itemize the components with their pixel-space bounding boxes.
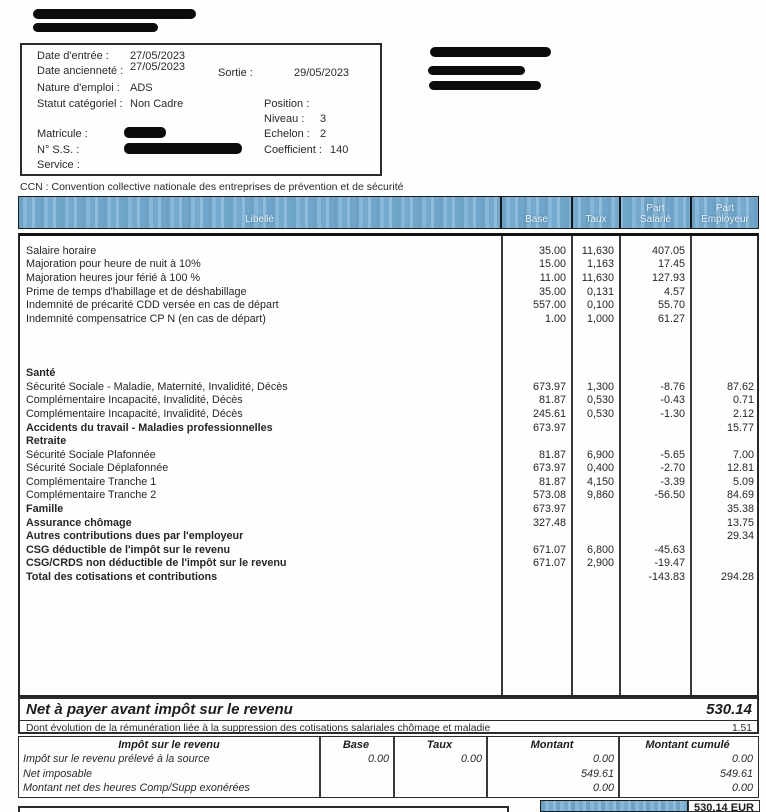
- net-evolution-value: 1.51: [731, 723, 752, 734]
- net-pay-value: 530.14: [706, 701, 752, 718]
- net-pay-label: Net à payer avant impôt sur le revenu: [26, 701, 293, 718]
- row-part-salarie: 61.27: [657, 312, 685, 325]
- footer-net-paye-band: [540, 800, 688, 812]
- row-part-salarie: -56.50: [654, 489, 685, 502]
- tax-row-montant: 0.00: [592, 753, 614, 766]
- tax-header-label: Impôt sur le revenu: [118, 738, 220, 751]
- tax-row-label: Impôt sur le revenu prélevé à la source: [23, 753, 210, 766]
- row-base: 673.97: [532, 462, 566, 475]
- table-rows: [20, 244, 757, 584]
- column-divider: [319, 737, 321, 797]
- row-part-salarie: 17.45: [657, 258, 685, 271]
- table-row: [20, 407, 757, 421]
- row-part-salarie: -3.39: [660, 475, 685, 488]
- table-row: [20, 326, 757, 340]
- row-part-salarie: -1.30: [660, 407, 685, 420]
- row-label: Majoration pour heure de nuit à 10%: [26, 258, 201, 271]
- tax-table-row: [19, 781, 758, 796]
- row-label: Complémentaire Tranche 2: [26, 489, 157, 502]
- row-base: 81.87: [538, 475, 566, 488]
- row-part-salarie: 55.70: [657, 299, 685, 312]
- row-taux: 0,530: [586, 394, 614, 407]
- net-pay-section: [18, 697, 759, 734]
- date-anciennete-value: 27/05/2023: [130, 61, 186, 73]
- table-row: [20, 366, 757, 380]
- net-pay-row: [20, 699, 757, 721]
- row-part-salarie: -143.83: [648, 571, 685, 584]
- row-part-employeur: 7.00: [732, 448, 754, 461]
- redaction-company-address: [33, 23, 158, 32]
- row-label: Indemnité de précarité CDD versée en cas de départ: [26, 299, 279, 312]
- row-label: CSG/CRDS non déductible de l'impôt sur le revenu: [26, 557, 287, 570]
- table-row: [20, 557, 757, 571]
- redaction-matricule: [124, 127, 166, 138]
- net-evolution-label: Dont évolution de la rémunération liée à la suppression des cotisations salariales chômage et maladie: [26, 723, 491, 734]
- row-base: 15.00: [538, 258, 566, 271]
- table-row: [20, 312, 757, 326]
- row-part-employeur: 12.81: [726, 462, 754, 475]
- column-divider: [393, 737, 395, 797]
- tax-table-row: [19, 752, 758, 767]
- tax-table-rows: [19, 752, 758, 796]
- row-base: 245.61: [532, 407, 566, 420]
- row-base: 557.00: [532, 299, 566, 312]
- row-taux: 4,150: [586, 475, 614, 488]
- position-label: Position :: [264, 98, 310, 110]
- table-row: [20, 462, 757, 476]
- row-part-salarie: -5.65: [660, 448, 685, 461]
- tax-row-cumule: 549.61: [719, 767, 753, 780]
- table-row: [20, 516, 757, 530]
- tax-header-taux: Taux: [426, 738, 453, 751]
- row-taux: 1,300: [586, 380, 614, 393]
- row-base: 35.00: [538, 244, 566, 257]
- date-entree-label: Date d'entrée :: [37, 50, 109, 62]
- tax-table-row: [19, 767, 758, 782]
- row-part-salarie: -2.70: [660, 462, 685, 475]
- redaction-employee-name: [430, 47, 551, 57]
- row-taux: 6,900: [586, 448, 614, 461]
- tax-row-taux: 0.00: [460, 753, 482, 766]
- row-taux: 2,900: [586, 557, 614, 570]
- tax-row-cumule: 0.00: [731, 782, 753, 795]
- row-part-salarie: -0.43: [660, 394, 685, 407]
- table-row: [20, 339, 757, 353]
- row-part-salarie: 4.57: [663, 285, 685, 298]
- row-label: CSG déductible de l'impôt sur le revenu: [26, 543, 231, 556]
- nss-label: N° S.S. :: [37, 144, 80, 156]
- row-base: 11.00: [539, 271, 566, 284]
- sortie-label: Sortie :: [218, 67, 253, 79]
- row-part-employeur: 84.69: [726, 489, 754, 502]
- header-taux: Taux: [585, 214, 607, 225]
- header-libelle: Libellé: [245, 214, 274, 225]
- tax-header-base: Base: [342, 738, 370, 751]
- statut-label: Statut catégoriel :: [37, 98, 123, 110]
- redaction-company-name: [33, 9, 196, 19]
- header-part-salarie: Part Salarié: [639, 203, 672, 225]
- row-label: Complémentaire Tranche 1: [26, 475, 157, 488]
- row-base: 573.08: [532, 489, 566, 502]
- redaction-employee-address-2: [429, 81, 541, 90]
- row-taux: 0,530: [586, 407, 614, 420]
- income-tax-table: [18, 736, 759, 798]
- header-part-employeur: Part Employeur: [701, 203, 749, 225]
- row-part-salarie: -45.63: [654, 543, 685, 556]
- row-base: 671.07: [532, 543, 566, 556]
- row-base: 35.00: [538, 285, 566, 298]
- row-part-employeur: 35.38: [726, 503, 754, 516]
- table-row: [20, 448, 757, 462]
- row-part-salarie: -19.47: [654, 557, 685, 570]
- net-evolution-row: [20, 721, 757, 735]
- row-base: 81.87: [538, 448, 566, 461]
- table-row: [20, 271, 757, 285]
- row-label: Retraite: [26, 435, 67, 448]
- row-part-employeur: 5.09: [732, 475, 754, 488]
- row-label: Complémentaire Incapacité, Invalidité, Décès: [26, 407, 243, 420]
- coefficient-value: 140: [330, 144, 349, 156]
- payslip-table-body: [18, 233, 759, 697]
- row-part-employeur: 0.71: [732, 394, 754, 407]
- table-row: [20, 570, 757, 584]
- table-row: [20, 489, 757, 503]
- tax-header-cumule: Montant cumulé: [645, 738, 730, 751]
- row-label: Famille: [26, 503, 64, 516]
- tax-row-label: Net imposable: [23, 767, 93, 780]
- row-part-salarie: 127.93: [651, 271, 685, 284]
- footer-net-paye-amount: 530.14 EUR: [688, 800, 760, 812]
- table-row: [20, 543, 757, 557]
- row-part-salarie: -8.76: [660, 380, 685, 393]
- table-row: [20, 434, 757, 448]
- redaction-nss: [124, 143, 242, 154]
- table-row: [20, 380, 757, 394]
- row-part-employeur: 15.77: [726, 421, 754, 434]
- table-header-band: [18, 196, 759, 229]
- row-label: Accidents du travail - Maladies professionnelles: [26, 421, 273, 434]
- coefficient-label: Coefficient :: [264, 144, 322, 156]
- row-part-salarie: 407.05: [651, 244, 685, 257]
- service-label: Service :: [37, 159, 80, 171]
- row-taux: 0,100: [586, 299, 614, 312]
- employee-info-box: [20, 43, 382, 176]
- row-part-employeur: 294.28: [720, 571, 754, 584]
- table-row: [20, 421, 757, 435]
- row-taux: 1,000: [586, 312, 614, 325]
- row-taux: 1,163: [586, 258, 614, 271]
- table-row: [20, 475, 757, 489]
- row-label: Assurance chômage: [26, 516, 132, 529]
- row-label: Sécurité Sociale Plafonnée: [26, 448, 156, 461]
- row-base: 327.48: [532, 516, 566, 529]
- echelon-value: 2: [320, 128, 327, 140]
- tax-row-base: 0.00: [367, 753, 389, 766]
- tax-row-cumule: 0.00: [731, 753, 753, 766]
- table-row: [20, 258, 757, 272]
- niveau-value: 3: [320, 113, 327, 125]
- row-label: Sécurité Sociale - Maladie, Maternité, Invalidité, Décès: [26, 380, 288, 393]
- row-base: 673.97: [532, 503, 566, 516]
- table-row: [20, 285, 757, 299]
- table-row: [20, 244, 757, 258]
- row-part-employeur: 2.12: [732, 407, 754, 420]
- row-base: 673.97: [532, 421, 566, 434]
- row-label: Prime de temps d'habillage et de déshabillage: [26, 285, 247, 298]
- date-anciennete-label: Date ancienneté :: [37, 65, 124, 77]
- row-label: Majoration heures jour férié à 100 %: [26, 271, 201, 284]
- table-row: [20, 298, 757, 312]
- niveau-label: Niveau :: [264, 113, 305, 125]
- date-entree-value: 27/05/2023: [130, 50, 186, 62]
- echelon-label: Echelon :: [264, 128, 310, 140]
- row-taux: 11,630: [581, 244, 614, 257]
- row-taux: 11,630: [581, 271, 614, 284]
- table-row: [20, 353, 757, 367]
- row-base: 671.07: [532, 557, 566, 570]
- row-part-employeur: 87.62: [726, 380, 754, 393]
- matricule-label: Matricule :: [37, 128, 88, 140]
- tax-row-label: Montant net des heures Comp/Supp exonérées: [23, 782, 250, 795]
- row-taux: 0,131: [586, 285, 614, 298]
- row-taux: 6,800: [586, 543, 614, 556]
- row-taux: 0,400: [586, 462, 614, 475]
- row-taux: 9,860: [586, 489, 614, 502]
- table-row: [20, 529, 757, 543]
- table-row: [20, 502, 757, 516]
- statut-value: Non Cadre: [130, 98, 184, 110]
- row-label: Autres contributions dues par l'employeur: [26, 530, 244, 543]
- footer-cutoff-box: [18, 806, 509, 812]
- row-part-employeur: 29.34: [726, 530, 754, 543]
- tax-header-montant: Montant: [530, 738, 574, 751]
- column-divider: [486, 737, 488, 797]
- tax-row-montant: 549.61: [580, 767, 614, 780]
- row-label: Sécurité Sociale Déplafonnée: [26, 462, 169, 475]
- row-part-employeur: 13.75: [726, 516, 754, 529]
- row-label: Complémentaire Incapacité, Invalidité, Décès: [26, 394, 243, 407]
- column-divider: [618, 737, 620, 797]
- tax-row-montant: 0.00: [592, 782, 614, 795]
- row-label: Salaire horaire: [26, 244, 97, 257]
- nature-emploi-label: Nature d'emploi :: [37, 82, 120, 94]
- table-row: [20, 394, 757, 408]
- tax-table-header: [19, 737, 758, 752]
- row-base: 81.87: [538, 394, 566, 407]
- sortie-value: 29/05/2023: [294, 67, 350, 79]
- ccn-line: CCN : Convention collective nationale des entreprises de prévention et de sécurité: [20, 181, 404, 193]
- row-base: 1.00: [544, 312, 566, 325]
- row-label: Total des cotisations et contributions: [26, 571, 218, 584]
- nature-emploi-value: ADS: [130, 82, 153, 94]
- row-label: Santé: [26, 367, 56, 380]
- row-base: 673.97: [532, 380, 566, 393]
- redaction-employee-address-1: [428, 66, 525, 75]
- row-label: Indemnité compensatrice CP N (en cas de départ): [26, 312, 266, 325]
- header-base: Base: [525, 214, 548, 225]
